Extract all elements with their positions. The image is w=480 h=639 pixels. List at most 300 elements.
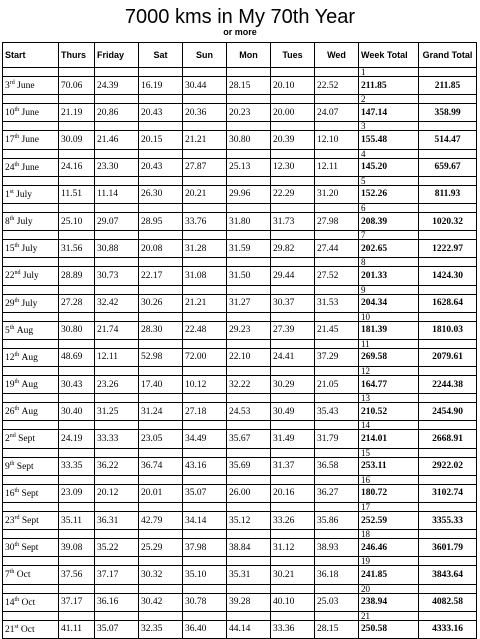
week-number: 11 — [359, 339, 419, 348]
spacer-cell — [59, 611, 95, 620]
table-row — [3, 620, 477, 638]
distance-cell-sun: 10.12 — [183, 376, 227, 394]
start-date-cell — [3, 403, 59, 421]
start-day-suffix: rd — [14, 515, 20, 522]
distance-cell-sat: 23.05 — [139, 430, 183, 448]
start-month: July — [22, 271, 39, 282]
start-day-suffix: th — [14, 487, 20, 494]
spacer-cell — [419, 312, 477, 321]
table-row — [3, 376, 477, 394]
spacer-cell — [95, 503, 139, 512]
week-total-value: 155.48 — [361, 134, 388, 145]
distance-cell-wed: 35.86 — [315, 512, 359, 530]
spacer-cell — [95, 176, 139, 185]
distance-cell-wed: 37.29 — [315, 348, 359, 366]
distance-cell-fri: 36.31 — [95, 512, 139, 530]
grand-total-cell: 358.99 — [419, 104, 477, 122]
spacer-cell — [419, 258, 477, 267]
distance-cell-sun: 43.16 — [183, 457, 227, 475]
week-number: 17 — [359, 503, 419, 512]
week-total-cell — [359, 457, 419, 475]
spacer-cell — [315, 421, 359, 430]
spacer-cell — [3, 122, 59, 131]
spacer-cell — [95, 530, 139, 539]
spacer-cell — [3, 611, 59, 620]
spacer-cell — [139, 203, 183, 212]
start-day: 22 — [5, 271, 15, 282]
start-day-suffix: th — [9, 324, 15, 331]
grand-total-cell: 3355.33 — [419, 512, 477, 530]
week-number: 12 — [359, 367, 419, 376]
start-date-cell — [3, 240, 59, 258]
distance-cell-tue: 30.21 — [271, 566, 315, 584]
week-total-value: 210.52 — [361, 406, 388, 417]
grand-total-cell: 2454.90 — [419, 403, 477, 421]
grand-total-cell: 659.67 — [419, 158, 477, 176]
spacer-cell — [95, 611, 139, 620]
spacer-cell — [315, 367, 359, 376]
grand-total-cell: 1222.97 — [419, 240, 477, 258]
distance-cell-thu: 37.56 — [59, 566, 95, 584]
week-number: 18 — [359, 530, 419, 539]
start-date-cell — [3, 484, 59, 502]
spacer-cell — [95, 68, 139, 77]
spacer-cell — [3, 339, 59, 348]
distance-cell-mon: 31.50 — [227, 267, 271, 285]
start-date-cell — [3, 212, 59, 230]
week-total-value: 214.01 — [361, 434, 388, 445]
distance-cell-sun: 20.21 — [183, 185, 227, 203]
table-row — [3, 185, 477, 203]
spacer-cell — [227, 394, 271, 403]
spacer-cell — [3, 258, 59, 267]
distance-cell-mon: 35.12 — [227, 512, 271, 530]
grand-total-cell: 3102.74 — [419, 484, 477, 502]
spacer-cell — [139, 421, 183, 430]
start-day: 12 — [5, 353, 15, 364]
grand-total-cell: 811.93 — [419, 185, 477, 203]
start-day: 15 — [5, 244, 15, 255]
spacer-cell — [139, 312, 183, 321]
start-date-cell — [3, 457, 59, 475]
week-number: 5 — [359, 176, 419, 185]
spacer-cell — [315, 149, 359, 158]
start-day-suffix: th — [14, 596, 20, 603]
spacer-cell — [271, 448, 315, 457]
start-day-suffix: th — [14, 379, 20, 386]
start-date-cell — [3, 294, 59, 312]
week-number-row — [3, 475, 477, 484]
distance-cell-tue: 31.12 — [271, 539, 315, 557]
spacer-cell — [3, 68, 59, 77]
distance-cell-sun: 35.07 — [183, 484, 227, 502]
spacer-cell — [419, 339, 477, 348]
week-total-cell — [359, 620, 419, 638]
table-row — [3, 212, 477, 230]
week-number-row — [3, 312, 477, 321]
grand-total-cell: 2922.02 — [419, 457, 477, 475]
grand-total-cell: 1020.32 — [419, 212, 477, 230]
start-day: 5 — [5, 325, 10, 336]
spacer-cell — [227, 584, 271, 593]
week-total-cell — [359, 484, 419, 502]
distance-cell-sat: 52.98 — [139, 348, 183, 366]
spacer-cell — [315, 231, 359, 240]
distance-cell-sun: 36.40 — [183, 620, 227, 638]
distance-cell-mon: 35.67 — [227, 430, 271, 448]
spacer-cell — [59, 367, 95, 376]
table-row — [3, 403, 477, 421]
distance-cell-sat: 16.19 — [139, 77, 183, 95]
spacer-cell — [227, 475, 271, 484]
spacer-cell — [271, 176, 315, 185]
spacer-cell — [271, 231, 315, 240]
distance-cell-mon: 25.13 — [227, 158, 271, 176]
header-sat: Sat — [139, 43, 183, 68]
grand-total-cell: 4333.16 — [419, 620, 477, 638]
spacer-cell — [227, 448, 271, 457]
spacer-cell — [419, 394, 477, 403]
table-row — [3, 484, 477, 502]
start-day-suffix: th — [14, 243, 20, 250]
week-total-value: 250.58 — [361, 624, 388, 635]
spacer-cell — [183, 312, 227, 321]
distance-cell-thu: 30.09 — [59, 131, 95, 149]
start-date-cell — [3, 104, 59, 122]
spacer-cell — [183, 475, 227, 484]
distance-cell-tue: 29.44 — [271, 267, 315, 285]
distance-cell-tue: 20.10 — [271, 77, 315, 95]
distance-cell-wed: 27.52 — [315, 267, 359, 285]
distance-cell-fri: 37.17 — [95, 566, 139, 584]
spacer-cell — [95, 421, 139, 430]
spacer-cell — [139, 448, 183, 457]
distance-cell-thu: 25.10 — [59, 212, 95, 230]
week-total-cell — [359, 267, 419, 285]
start-month: June — [17, 81, 35, 92]
spacer-cell — [59, 584, 95, 593]
spacer-cell — [3, 448, 59, 457]
distance-cell-wed: 31.53 — [315, 294, 359, 312]
spacer-cell — [59, 312, 95, 321]
spacer-cell — [271, 421, 315, 430]
week-total-value: 152.26 — [361, 189, 388, 200]
week-number: 9 — [359, 285, 419, 294]
grand-total-cell: 3843.64 — [419, 566, 477, 584]
week-number-row — [3, 421, 477, 430]
start-date-cell — [3, 593, 59, 611]
spacer-cell — [139, 475, 183, 484]
spacer-cell — [183, 68, 227, 77]
distance-cell-sat: 28.30 — [139, 321, 183, 339]
start-date-cell — [3, 77, 59, 95]
spacer-cell — [3, 285, 59, 294]
week-total-value: 241.85 — [361, 569, 388, 580]
spacer-cell — [315, 122, 359, 131]
spacer-cell — [139, 503, 183, 512]
start-month: Oct — [16, 570, 31, 581]
spacer-cell — [95, 339, 139, 348]
distance-cell-tue: 31.73 — [271, 212, 315, 230]
spacer-cell — [59, 122, 95, 131]
week-number-row — [3, 122, 477, 131]
spacer-cell — [315, 503, 359, 512]
distance-cell-mon: 35.31 — [227, 566, 271, 584]
spacer-cell — [183, 122, 227, 131]
week-total-cell — [359, 566, 419, 584]
distance-cell-thu: 39.08 — [59, 539, 95, 557]
start-day-suffix: th — [14, 161, 20, 168]
distance-cell-thu: 24.19 — [59, 430, 95, 448]
week-number: 4 — [359, 149, 419, 158]
week-total-value: 252.59 — [361, 515, 388, 526]
spacer-cell — [3, 149, 59, 158]
week-total-cell — [359, 376, 419, 394]
distance-cell-fri: 11.14 — [95, 185, 139, 203]
header-week-total: Week Total — [359, 43, 419, 68]
distance-cell-mon: 31.27 — [227, 294, 271, 312]
week-total-cell — [359, 212, 419, 230]
week-total-value: 147.14 — [361, 107, 388, 118]
spacer-cell — [59, 530, 95, 539]
week-number: 1 — [359, 68, 419, 77]
distance-cell-sat: 42.79 — [139, 512, 183, 530]
week-number-row — [3, 611, 477, 620]
spacer-cell — [227, 68, 271, 77]
start-day: 24 — [5, 162, 15, 173]
distance-cell-wed: 27.44 — [315, 240, 359, 258]
spacer-cell — [3, 394, 59, 403]
start-day-suffix: th — [14, 406, 20, 413]
week-number-row — [3, 95, 477, 104]
start-month: Aug — [21, 407, 38, 418]
spacer-cell — [183, 394, 227, 403]
distance-cell-fri: 21.74 — [95, 321, 139, 339]
spacer-cell — [95, 285, 139, 294]
grand-total-cell: 211.85 — [419, 77, 477, 95]
week-total-value: 211.85 — [361, 80, 387, 91]
distance-cell-sun: 72.00 — [183, 348, 227, 366]
distance-cell-fri: 31.25 — [95, 403, 139, 421]
week-total-cell — [359, 430, 419, 448]
distance-cell-tue: 33.26 — [271, 512, 315, 530]
spacer-cell — [227, 231, 271, 240]
start-day: 30 — [5, 543, 15, 554]
week-total-value: 253.11 — [361, 461, 387, 472]
spacer-cell — [95, 367, 139, 376]
spacer-cell — [183, 448, 227, 457]
start-date-cell — [3, 620, 59, 638]
distance-cell-sun: 27.87 — [183, 158, 227, 176]
spacer-cell — [315, 339, 359, 348]
spacer-cell — [139, 95, 183, 104]
spacer-cell — [419, 557, 477, 566]
start-day-suffix: th — [9, 460, 15, 467]
distance-cell-sat: 20.43 — [139, 158, 183, 176]
spacer-cell — [139, 285, 183, 294]
header-grand-total — [419, 43, 477, 68]
spacer-cell — [271, 68, 315, 77]
start-month: July — [21, 298, 38, 309]
distance-cell-wed: 22.52 — [315, 77, 359, 95]
header-mon: Mon — [227, 43, 271, 68]
distance-cell-sun: 22.48 — [183, 321, 227, 339]
header-sun: Sun — [183, 43, 227, 68]
spacer-cell — [271, 394, 315, 403]
table-row — [3, 294, 477, 312]
distance-cell-mon: 24.53 — [227, 403, 271, 421]
week-total-value: 180.72 — [361, 488, 388, 499]
distance-cell-thu: 24.16 — [59, 158, 95, 176]
start-month: July — [21, 244, 38, 255]
spacer-cell — [95, 122, 139, 131]
start-month: Sept — [16, 461, 34, 472]
spacer-cell — [95, 231, 139, 240]
header-start: Start — [3, 43, 59, 68]
start-date-cell — [3, 512, 59, 530]
page-subtitle: or more — [223, 27, 257, 37]
distance-cell-wed: 21.05 — [315, 376, 359, 394]
distance-cell-fri: 21.46 — [95, 131, 139, 149]
spacer-cell — [315, 530, 359, 539]
start-day: 19 — [5, 380, 15, 391]
spacer-cell — [3, 584, 59, 593]
start-day-suffix: st — [9, 188, 14, 195]
start-day-suffix: th — [9, 215, 15, 222]
week-number: 2 — [359, 95, 419, 104]
week-number-row — [3, 203, 477, 212]
start-date-cell — [3, 158, 59, 176]
page-title: 7000 kms in My 70th Year — [124, 6, 356, 28]
header-grand-total-label: Grand Total — [422, 49, 473, 60]
spacer-cell — [3, 176, 59, 185]
start-date-cell — [3, 348, 59, 366]
spacer-cell — [419, 122, 477, 131]
spacer-cell — [183, 258, 227, 267]
week-total-value: 246.46 — [361, 542, 388, 553]
spacer-cell — [227, 203, 271, 212]
distance-cell-thu: 23.09 — [59, 484, 95, 502]
start-month: June — [21, 108, 39, 119]
week-number: 16 — [359, 475, 419, 484]
spacer-cell — [183, 611, 227, 620]
week-number-row — [3, 231, 477, 240]
distance-cell-mon: 35.69 — [227, 457, 271, 475]
start-day: 10 — [5, 108, 15, 119]
spacer-cell — [315, 258, 359, 267]
start-month: July — [16, 217, 33, 228]
spacer-cell — [271, 367, 315, 376]
start-day-suffix: nd — [14, 270, 21, 277]
week-total-cell — [359, 185, 419, 203]
distance-cell-sat: 22.17 — [139, 267, 183, 285]
week-number: 19 — [359, 557, 419, 566]
spacer-cell — [139, 68, 183, 77]
spacer-cell — [315, 203, 359, 212]
spacer-cell — [3, 530, 59, 539]
distance-cell-tue: 40.10 — [271, 593, 315, 611]
start-day: 29 — [5, 298, 15, 309]
table-row — [3, 77, 477, 95]
distance-log-table — [2, 42, 477, 639]
grand-total-cell: 3601.79 — [419, 539, 477, 557]
start-month: July — [16, 189, 32, 200]
distance-cell-tue: 12.30 — [271, 158, 315, 176]
distance-cell-tue: 29.82 — [271, 240, 315, 258]
spacer-cell — [59, 448, 95, 457]
spacer-cell — [59, 421, 95, 430]
start-month: Sept — [18, 434, 36, 445]
distance-cell-sat: 20.15 — [139, 131, 183, 149]
week-number-row — [3, 285, 477, 294]
week-total-value: 201.33 — [361, 270, 388, 281]
spacer-cell — [271, 584, 315, 593]
start-month: Oct — [20, 624, 35, 635]
distance-cell-sat: 20.08 — [139, 240, 183, 258]
start-day: 7 — [5, 570, 10, 581]
week-number-row — [3, 176, 477, 185]
distance-cell-mon: 31.80 — [227, 212, 271, 230]
week-number: 21 — [359, 611, 419, 620]
distance-cell-tue: 31.49 — [271, 430, 315, 448]
spacer-cell — [227, 367, 271, 376]
distance-cell-fri: 35.07 — [95, 620, 139, 638]
week-number: 6 — [359, 203, 419, 212]
distance-cell-thu: 41.11 — [59, 620, 95, 638]
spacer-cell — [271, 611, 315, 620]
distance-cell-fri: 23.30 — [95, 158, 139, 176]
spacer-cell — [95, 475, 139, 484]
week-number: 13 — [359, 394, 419, 403]
grand-total-cell: 2079.61 — [419, 348, 477, 366]
start-month: Aug — [21, 380, 38, 391]
distance-cell-fri: 12.11 — [95, 348, 139, 366]
distance-cell-mon: 22.10 — [227, 348, 271, 366]
distance-cell-sat: 30.32 — [139, 566, 183, 584]
start-day-suffix: rd — [9, 80, 15, 87]
distance-cell-tue: 20.39 — [271, 131, 315, 149]
distance-cell-mon: 38.84 — [227, 539, 271, 557]
spacer-cell — [183, 503, 227, 512]
spacer-cell — [139, 176, 183, 185]
spacer-cell — [271, 149, 315, 158]
distance-cell-mon: 26.00 — [227, 484, 271, 502]
distance-cell-thu: 28.89 — [59, 267, 95, 285]
spacer-cell — [59, 231, 95, 240]
distance-cell-tue: 20.00 — [271, 104, 315, 122]
distance-cell-sat: 26.30 — [139, 185, 183, 203]
start-day-suffix: th — [14, 134, 20, 141]
distance-cell-fri: 35.22 — [95, 539, 139, 557]
distance-cell-wed: 35.43 — [315, 403, 359, 421]
distance-cell-sat: 17.40 — [139, 376, 183, 394]
spacer-cell — [139, 611, 183, 620]
distance-cell-tue: 30.37 — [271, 294, 315, 312]
spacer-cell — [227, 122, 271, 131]
week-number-row — [3, 149, 477, 158]
distance-cell-wed: 31.79 — [315, 430, 359, 448]
spacer-cell — [271, 557, 315, 566]
start-date-cell — [3, 321, 59, 339]
distance-cell-sat: 20.43 — [139, 104, 183, 122]
spacer-cell — [3, 231, 59, 240]
spacer-cell — [95, 203, 139, 212]
distance-cell-fri: 29.07 — [95, 212, 139, 230]
spacer-cell — [419, 176, 477, 185]
week-total-value: 238.94 — [361, 597, 388, 608]
week-total-cell — [359, 512, 419, 530]
spacer-cell — [227, 95, 271, 104]
